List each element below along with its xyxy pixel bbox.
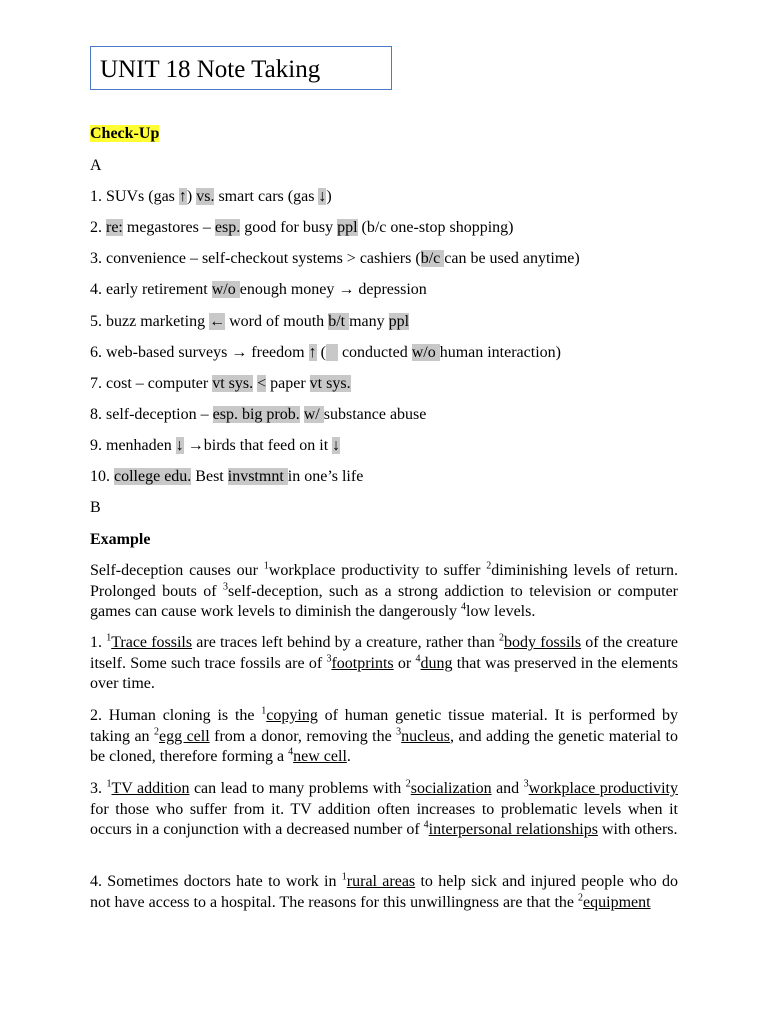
arrow-right-icon: →	[187, 437, 204, 454]
item-text: Best	[191, 468, 228, 485]
superscript: 2	[405, 778, 411, 790]
para-text: of human genetic tissue material. It is performed by taking an	[90, 707, 679, 745]
underlined-term: Trace fossils	[111, 634, 193, 651]
underlined-term: workplace productivity	[528, 780, 679, 797]
superscript: 1	[106, 632, 112, 644]
paragraph-3	[90, 779, 678, 841]
item-text: 3. convenience – self-checkout systems > cashiers (	[90, 250, 421, 267]
list-item	[90, 436, 340, 456]
underlined-term: dung	[420, 654, 453, 672]
paragraph-4	[90, 872, 678, 913]
item-text: 8. self-deception –	[90, 406, 213, 423]
para-text: self-deception, such as a strong addiction to television or computer games can cause work levels to diminish the dangerously	[90, 582, 678, 621]
para-text: for those who suffer from it. TV addition often increases to problematic levels when it occurs in a conjunction with a decreased number of	[90, 800, 678, 839]
list-item	[90, 405, 426, 425]
item-text: word of mouth	[225, 313, 329, 330]
para-text: 1.	[90, 634, 107, 651]
superscript: 4	[461, 601, 467, 613]
para-text: Self-deception causes our	[90, 562, 264, 579]
underlined-term: copying	[266, 707, 318, 724]
item-text: 10.	[90, 468, 114, 485]
item-abbrev: w/	[303, 406, 324, 423]
item-text: many	[349, 313, 389, 330]
underlined-term: body fossils	[504, 634, 582, 651]
arrow-right-icon: →	[338, 281, 355, 298]
superscript: 3	[523, 778, 529, 790]
superscript: 1	[341, 871, 347, 883]
item-abbrev: esp.	[214, 219, 241, 236]
item-text: in one’s life	[287, 468, 364, 485]
para-text: and	[491, 780, 524, 797]
item-text: 9. menhaden	[90, 437, 176, 454]
superscript: 4	[423, 819, 429, 831]
list-item	[90, 187, 332, 207]
item-abbrev: ppl	[337, 219, 358, 236]
item-abbrev: invstmnt	[227, 468, 288, 485]
item-abbrev: w/o	[411, 344, 440, 361]
item-abbrev: vt sys.	[212, 375, 254, 392]
superscript: 2	[499, 632, 505, 644]
para-text: can lead to many problems with	[189, 780, 406, 797]
list-item	[90, 312, 409, 332]
item-abbrev: <	[257, 375, 267, 392]
underlined-term: egg cell	[159, 727, 210, 745]
item-text: human interaction)	[439, 344, 561, 361]
item-text: freedom	[247, 344, 309, 361]
item-abbrev: ↓	[318, 188, 327, 205]
item-abbrev: college edu.	[114, 468, 192, 485]
item-abbrev: esp. big prob.	[212, 406, 300, 423]
item-abbrev: b/c	[420, 250, 445, 267]
item-abbrev: vt sys.	[309, 375, 351, 392]
para-text: with others.	[597, 821, 678, 839]
para-text: 2. Human cloning is the	[90, 707, 262, 724]
superscript: 4	[288, 746, 294, 758]
arrow-left-icon: ←	[209, 313, 226, 330]
para-text: to help sick and injured people who do not have access to a hospital. The reasons for this unwillingness are that the	[90, 873, 678, 911]
item-text: 5. buzz marketing	[90, 313, 210, 330]
arrow-right-icon: →	[231, 344, 248, 361]
superscript: 2	[486, 560, 492, 572]
section-a-label: A	[90, 157, 102, 174]
item-blank	[326, 344, 338, 361]
para-text: 3.	[90, 780, 107, 797]
paragraph-1	[90, 633, 678, 695]
para-text: low levels.	[466, 603, 536, 621]
item-text: 2.	[90, 219, 106, 236]
title-box	[90, 46, 392, 90]
list-item	[90, 467, 363, 487]
item-abbrev: b/t	[328, 313, 350, 330]
checkup-heading: Check-Up	[90, 125, 160, 142]
item-abbrev: w/o	[211, 281, 240, 298]
item-text: conducted	[337, 344, 412, 361]
example-heading: Example	[90, 531, 151, 548]
item-abbrev: re:	[106, 219, 123, 236]
para-text: workplace productivity to suffer	[268, 562, 487, 579]
superscript: 3	[396, 726, 402, 738]
arrow-down-icon: ↓	[332, 437, 341, 454]
para-text: 4. Sometimes doctors hate to work in	[90, 873, 342, 890]
para-text: or	[393, 654, 416, 672]
underlined-term: equipment	[583, 893, 651, 911]
para-text: diminishing levels of return. Prolonged bouts of	[90, 562, 678, 600]
underlined-term: new cell	[293, 748, 347, 766]
item-text: depression	[354, 281, 427, 298]
para-text: are traces left behind by a creature, rather than	[192, 634, 500, 651]
para-text: .	[346, 748, 351, 766]
list-item	[90, 218, 514, 238]
item-text: 6. web-based surveys	[90, 344, 232, 361]
item-abbrev: ppl	[388, 313, 410, 330]
item-abbrev: vs.	[196, 188, 215, 205]
list-item	[90, 374, 351, 394]
underlined-term: socialization	[410, 780, 492, 797]
item-text: birds that feed on it	[203, 437, 333, 454]
superscript: 1	[106, 778, 112, 790]
item-text: can be used anytime)	[444, 250, 580, 267]
para-text: that was preserved in the elements over time.	[90, 654, 679, 693]
underlined-term: TV addition	[111, 780, 190, 797]
item-text: )	[186, 188, 197, 205]
item-text: megastores –	[122, 219, 215, 236]
section-b-label: B	[90, 499, 101, 516]
item-text: (b/c one-stop shopping)	[357, 219, 514, 236]
item-text: substance abuse	[323, 406, 427, 423]
superscript: 4	[415, 653, 421, 665]
item-text: good for busy	[240, 219, 338, 236]
arrow-up-icon: ↑	[308, 344, 317, 361]
para-text: from a donor, removing the	[209, 727, 397, 745]
superscript: 1	[261, 705, 267, 717]
item-text: 1. SUVs (gas	[90, 188, 179, 205]
para-text: of the creature itself. Some such trace fossils are of	[90, 634, 678, 672]
superscript: 2	[578, 892, 584, 904]
arrow-down-icon: ↓	[175, 437, 184, 454]
item-text: 7. cost – computer	[90, 375, 213, 392]
item-abbrev: ↑	[178, 188, 187, 205]
superscript: 3	[326, 653, 332, 665]
superscript: 3	[223, 581, 228, 593]
item-text: )	[326, 188, 332, 205]
item-text: paper	[266, 375, 310, 392]
superscript: 1	[263, 560, 269, 572]
item-text: enough money	[239, 281, 339, 298]
underlined-term: footprints	[331, 654, 394, 672]
underlined-term: rural areas	[346, 873, 416, 890]
item-text: (	[316, 344, 326, 361]
item-text: 4. early retirement	[90, 281, 212, 298]
page-title: UNIT 18 Note Taking	[100, 56, 321, 83]
list-item	[90, 343, 561, 363]
underlined-term: interpersonal relationships	[428, 821, 598, 839]
para-text: , and adding the genetic material to be cloned, therefore forming a	[90, 727, 679, 766]
superscript: 2	[154, 726, 160, 738]
example-paragraph	[90, 561, 678, 623]
item-text: smart cars (gas	[214, 188, 319, 205]
list-item	[90, 249, 580, 269]
checkup-heading-line	[90, 124, 159, 144]
list-item	[90, 280, 427, 300]
underlined-term: nucleus	[401, 727, 451, 745]
paragraph-2	[90, 706, 678, 768]
